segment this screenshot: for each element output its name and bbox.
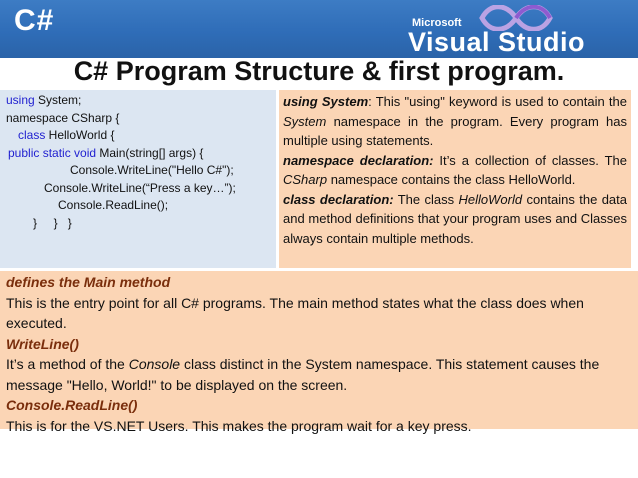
explanation-panel-bottom [0,271,638,434]
code-line-2: namespace CSharp { [6,110,120,125]
using-heading: using System [283,94,369,109]
code-keyword: public static void [8,145,97,160]
visual-studio-logo [404,3,636,55]
writeline-heading: WriteLine() [6,335,79,352]
writeline-text: It’s a method of the Console class distinct in the System namespace. This statement causes the message "Hello, World!" to be displayed on the screen. [6,356,600,393]
code-line-4 [8,145,203,163]
header-banner [0,0,638,58]
code-text: System; [34,93,82,107]
explanation-panel-right [279,90,631,268]
class-heading: class declaration: [283,191,394,207]
namespace-heading: namespace declaration: [283,152,434,168]
microsoft-wordmark: Microsoft [412,17,462,29]
code-text: HelloWorld { [45,128,115,142]
code-line-3 [18,127,114,145]
using-paragraph: using System: This "using" keyword is used to contain the System namespace in the program. Every program has multiple using statements. [283,94,627,148]
main-method-text: This is the entry point for all C# programs. The main method states what the class does when executed. [6,294,584,331]
code-keyword: class [18,128,46,142]
code-line-8: } } } [33,215,72,230]
code-line-1 [6,92,81,110]
code-line-7: Console.ReadLine(); [58,198,169,212]
main-method-heading: defines the Main method [6,274,171,290]
code-line-6: Console.WriteLine(“Press a key…”); [44,180,236,195]
class-paragraph: class declaration: The class HelloWorld contains the data and method definitions that your program uses and Classes always contain multiple methods. [283,191,627,246]
readline-text: This is for the VS.NET Users. This makes the program wait for a key press. [6,417,472,434]
visual-studio-wordmark: Visual Studio [408,27,586,57]
namespace-paragraph: namespace declaration: It’s a collection of classes. The CSharp namespace contains the class HelloWorld. [283,152,627,187]
code-line-5: Console.WriteLine("Hello C#"); [70,163,234,177]
code-text: Main(string[] args) { [96,145,204,160]
readline-heading: Console.ReadLine() [6,397,138,413]
code-panel [0,90,276,268]
code-keyword: using [6,93,35,107]
page-title: C# Program Structure & first program. [73,56,565,86]
csharp-logo: C# [14,4,55,37]
